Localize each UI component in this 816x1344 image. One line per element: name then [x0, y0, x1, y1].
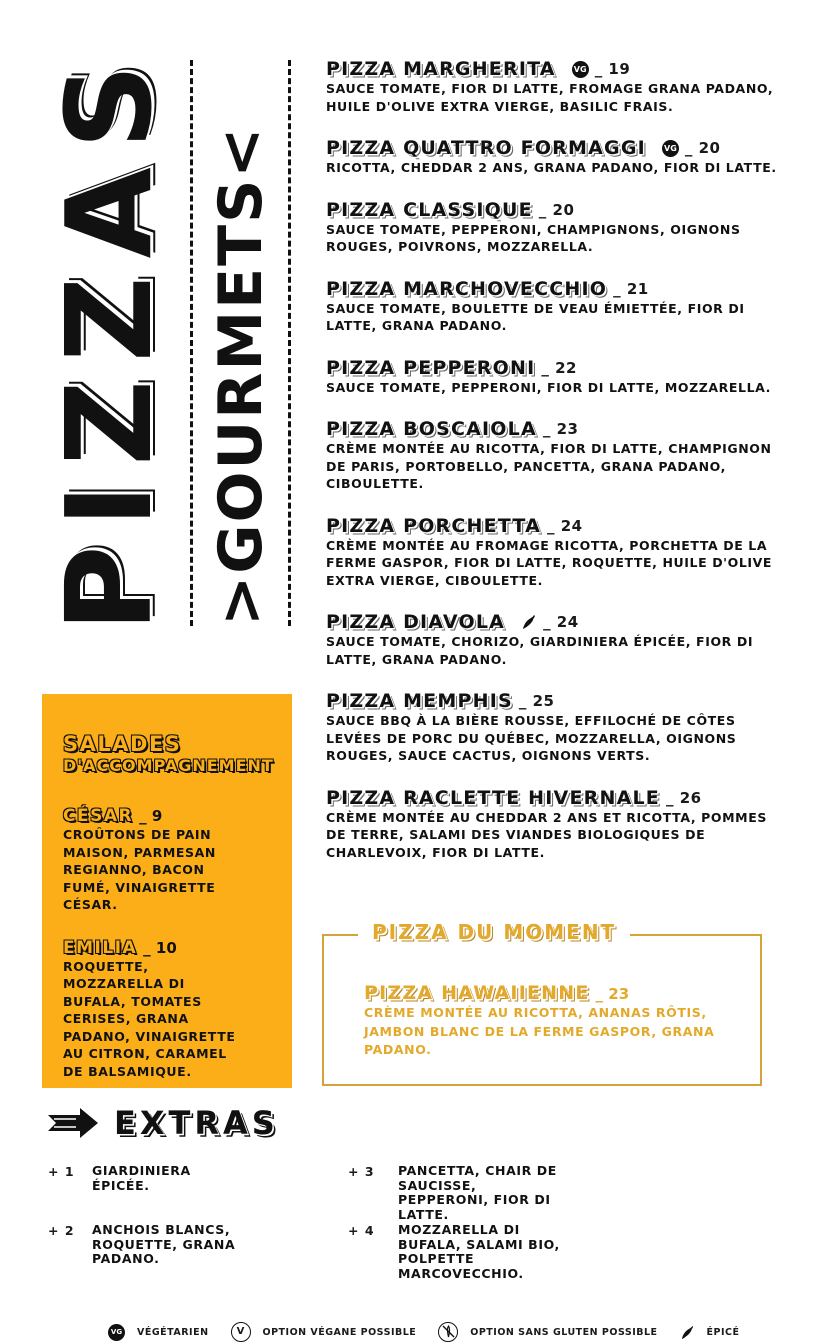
pizza-name: PIZZA PEPPERONI — [326, 356, 536, 379]
pizza-description: CRÈME MONTÉE AU FROMAGE RICOTTA, PORCHETTA DE LA FERME GASPOR, FIOR DI LATTE, ROQUETTE, HUILE D'OLIVE EXTRA VIERGE, CIBOULETTE. — [326, 537, 773, 588]
pizza-price: _ 24 — [543, 613, 579, 631]
pizza-description: SAUCE TOMATE, PEPPERONI, FIOR DI LATTE, MOZZARELLA. — [326, 379, 772, 395]
legend-label: ÉPICÉ — [706, 1326, 740, 1338]
legend-item-gluten-free — [438, 1322, 657, 1342]
extra-item-4 — [348, 1223, 578, 1281]
legend-label: VÉGÉTARIEN — [137, 1326, 209, 1338]
pizza-description: SAUCE TOMATE, CHORIZO, GIARDINIERA ÉPICÉE, FIOR DI LATTE, GRANA PADANO. — [326, 634, 754, 667]
pizza-price: _ 20 — [684, 139, 721, 157]
pizza-price: _ 20 — [538, 200, 575, 219]
pizza-description: SAUCE BBQ À LA BIÈRE ROUSSE, EFFILOCHÉ DE CÔTES LEVÉES DE PORC DU QUÉBEC, MOZZARELLA, OIGNONS ROUGES, SAUCE CACTUS, OIGNONS VERTS. — [326, 713, 737, 763]
legend-label: OPTION SANS GLUTEN POSSIBLE — [470, 1326, 658, 1338]
legend-item-vegan — [231, 1322, 417, 1342]
pizza-name: PIZZA PORCHETTA — [326, 514, 541, 537]
extras-title: EXTRAS — [114, 1104, 279, 1142]
pizza-name: PIZZA RACLETTE HIVERNALE — [326, 786, 660, 809]
pizza-price: _ 19 — [594, 60, 631, 78]
legend-label: OPTION VÉGANE POSSIBLE — [262, 1326, 417, 1338]
divider-dashed-right — [288, 60, 291, 626]
salad-price: _ 9 — [139, 807, 163, 825]
salads-subtitle: D'ACCOMPAGNEMENT — [63, 756, 274, 775]
gourmets-title: >GOURMETS< — [206, 125, 276, 626]
pizza-item-marchovecchio — [326, 278, 788, 335]
pizza-description: SAUCE TOMATE, PEPPERONI, CHAMPIGNONS, OIGNONS ROUGES, POIVRONS, MOZZARELLA. — [326, 221, 741, 254]
salad-name: EMILIA — [63, 937, 138, 958]
legend-item-vegetarian — [108, 1324, 209, 1341]
legend-item-spicy — [680, 1325, 740, 1340]
pizza-item-raclette-hivernale — [326, 787, 788, 862]
pizza-name: PIZZA MARGHERITA — [326, 58, 556, 80]
divider-dashed-left — [190, 60, 193, 626]
extra-price: + 2 — [48, 1223, 75, 1238]
extra-price: + 3 — [348, 1164, 375, 1179]
moment-title: PIZZA DU MOMENT — [358, 920, 630, 944]
pizza-name: PIZZA MARCHOVECCHIO — [326, 277, 608, 300]
vegetarian-icon: VG — [662, 140, 679, 157]
pizza-item-boscaiola — [326, 418, 788, 493]
pizza-price: _ 22 — [541, 358, 577, 377]
pizza-item-pepperoni — [326, 357, 788, 397]
pizza-name: PIZZA QUATTRO FORMAGGI — [326, 137, 646, 159]
salad-description: CROÛTONS DE PAIN MAISON, PARMESAN REGIANNO, BACON FUMÉ, VINAIGRETTE CÉSAR. — [63, 827, 216, 912]
pizza-du-moment-box — [322, 920, 762, 1086]
pizza-price: _ 21 — [613, 279, 649, 298]
pizza-name: PIZZA MEMPHIS — [326, 690, 513, 712]
moment-pizza-description: CRÈME MONTÉE AU RICOTTA, ANANAS RÔTIS, JAMBON BLANC DE LA FERME GASPOR, GRANA PADANO. — [364, 1005, 715, 1057]
salads-panel — [42, 694, 292, 1088]
extra-price: + 1 — [48, 1164, 75, 1179]
salad-price: _ 10 — [143, 938, 177, 957]
pizza-list — [326, 58, 788, 883]
pizza-item-margherita — [326, 58, 788, 115]
pizzas-title: PIZZAS — [40, 46, 178, 632]
salad-item-cesar — [63, 806, 272, 914]
extra-description: PANCETTA, CHAIR DE SAUCISSE, PEPPERONI, FIOR DI LATTE. — [398, 1163, 557, 1222]
extra-item-3 — [348, 1164, 568, 1222]
pizza-item-diavola — [326, 611, 788, 668]
vegan-icon: V — [231, 1322, 251, 1342]
pizza-item-porchetta — [326, 515, 788, 590]
pizza-price: _ 23 — [542, 420, 579, 438]
extra-description: GIARDINIERA ÉPICÉE. — [92, 1163, 191, 1193]
vegetarian-icon: VG — [108, 1324, 125, 1341]
extra-item-2 — [48, 1223, 242, 1267]
salad-item-emilia — [63, 938, 272, 1081]
salads-title: SALADES — [63, 732, 182, 756]
gluten-free-icon — [438, 1322, 458, 1342]
pizza-price: _ 25 — [518, 692, 555, 710]
pizza-item-quattro-formaggi — [326, 137, 788, 177]
moment-pizza-price: _ 23 — [595, 985, 630, 1003]
legend — [108, 1322, 761, 1342]
extra-description: ANCHOIS BLANCS, ROQUETTE, GRANA PADANO. — [92, 1222, 236, 1266]
pizza-name: PIZZA BOSCAIOLA — [326, 418, 537, 440]
extras-header — [46, 1104, 279, 1142]
arrow-right-icon — [46, 1108, 100, 1138]
pizza-name: PIZZA CLASSIQUE — [326, 198, 533, 221]
chili-pepper-icon — [680, 1325, 695, 1340]
extra-price: + 4 — [348, 1223, 375, 1238]
pizza-name: PIZZA DIAVOLA — [326, 611, 506, 633]
salad-description: ROQUETTE, MOZZARELLA DI BUFALA, TOMATES CERISES, GRANA PADANO, VINAIGRETTE AU CITRON, CARAMEL DE BALSAMIQUE. — [63, 958, 236, 1079]
extra-item-1 — [48, 1164, 252, 1193]
pizza-item-memphis — [326, 690, 788, 765]
vegetarian-icon: VG — [572, 61, 589, 78]
pizza-description: RICOTTA, CHEDDAR 2 ANS, GRANA PADANO, FIOR DI LATTE. — [326, 160, 777, 175]
pizza-item-classique — [326, 199, 788, 256]
chili-pepper-icon — [521, 614, 537, 630]
pizza-description: CRÈME MONTÉE AU RICOTTA, FIOR DI LATTE, CHAMPIGNON DE PARIS, PORTOBELLO, PANCETTA, GRANA PADANO, CIBOULETTE. — [326, 441, 772, 491]
pizza-description: CRÈME MONTÉE AU CHEDDAR 2 ANS ET RICOTTA, POMMES DE TERRE, SALAMI DES VIANDES BIOLOGIQUES DE CHARLEVOIX, FIOR DI LATTE. — [326, 809, 767, 860]
pizza-description: SAUCE TOMATE, FIOR DI LATTE, FROMAGE GRANA PADANO, HUILE D'OLIVE EXTRA VIERGE, BASILIC FRAIS. — [326, 81, 774, 114]
salad-name: CÉSAR — [63, 806, 134, 826]
pizza-price: _ 24 — [547, 516, 583, 535]
pizza-price: _ 26 — [665, 788, 702, 807]
extra-description: MOZZARELLA DI BUFALA, SALAMI BIO, POLPETTE MARCOVECCHIO. — [398, 1222, 560, 1281]
pizza-description: SAUCE TOMATE, BOULETTE DE VEAU ÉMIETTÉE, FIOR DI LATTE, GRANA PADANO. — [326, 300, 745, 333]
moment-pizza-name: PIZZA HAWAIIENNE — [364, 982, 590, 1004]
